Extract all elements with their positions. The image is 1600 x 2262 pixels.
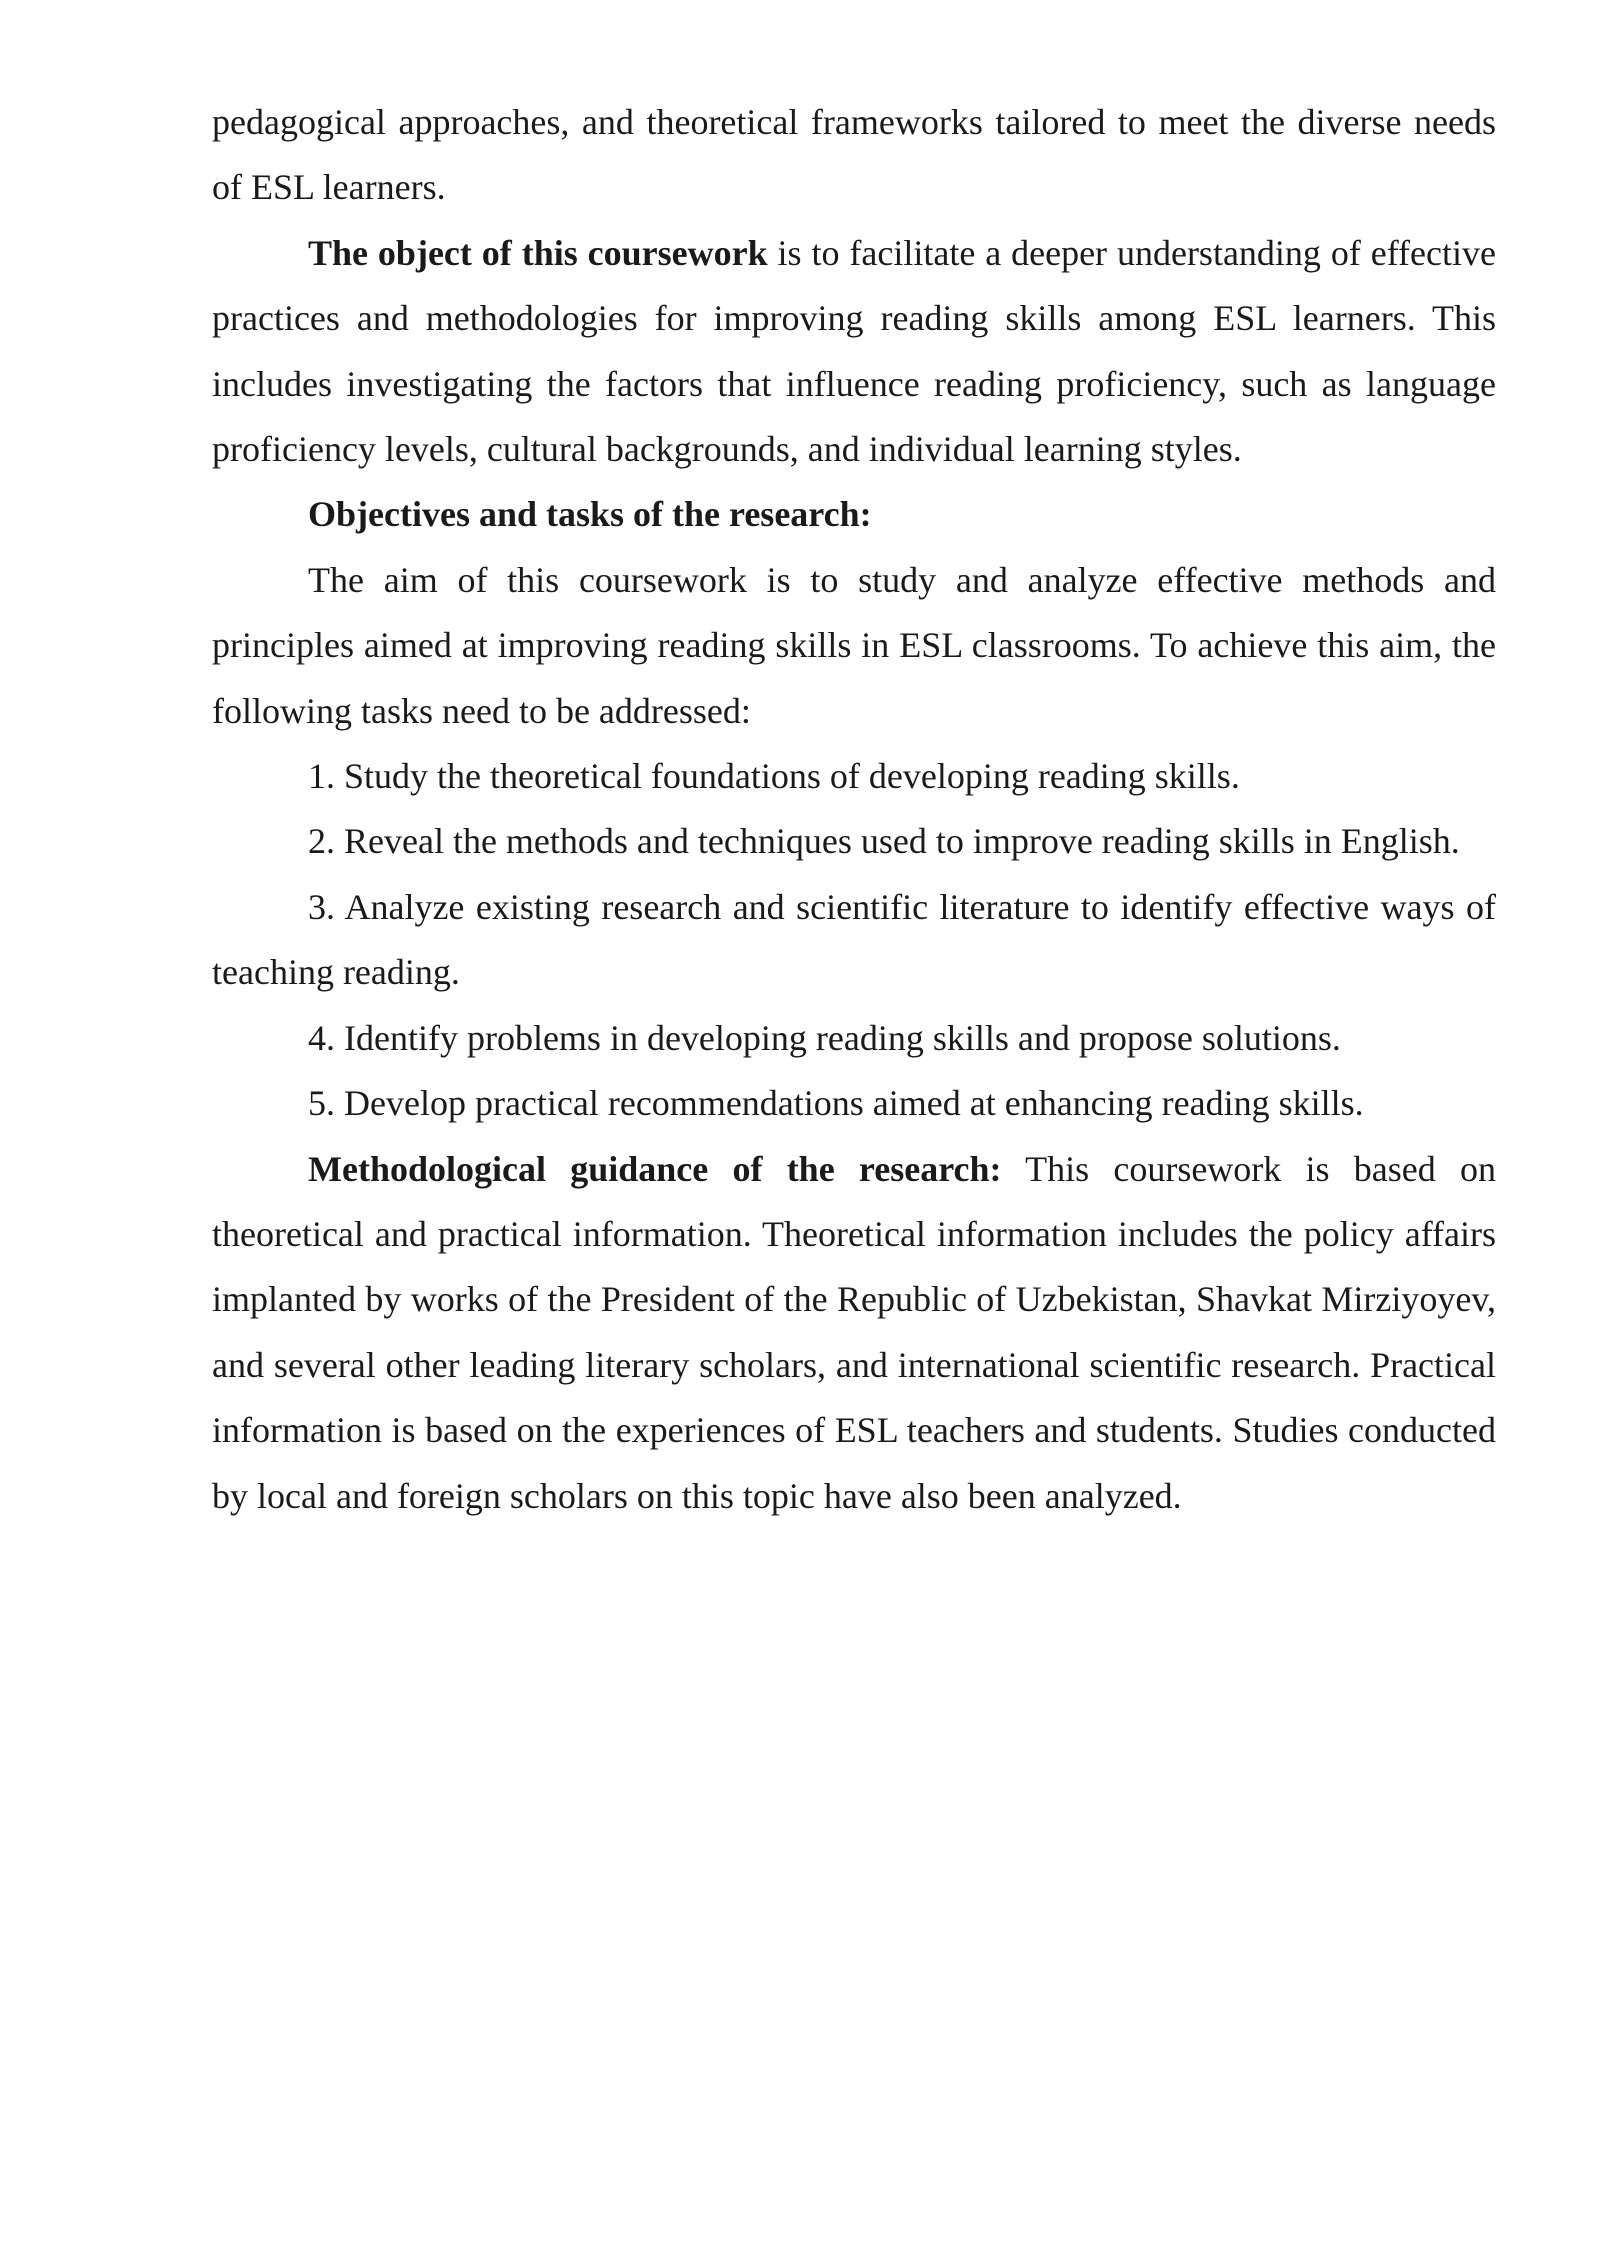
methodology-label: Methodological guidance of the research:	[308, 1148, 1002, 1189]
object-paragraph	[212, 221, 1496, 483]
aim-paragraph: The aim of this coursework is to study and analyze effective methods and principles aimed at improving reading skills in ESL classrooms. To achieve this aim, the following tasks need to be addressed:	[212, 559, 1496, 731]
objectives-heading-text: Objectives and tasks of the research:	[308, 494, 872, 535]
methodology-paragraph	[212, 1137, 1496, 1529]
task-item: 1. Study the theoretical foundations of developing reading skills.	[308, 756, 1240, 797]
task-item: 2. Reveal the methods and techniques used to improve reading skills in English.	[308, 821, 1460, 862]
intro-paragraph: pedagogical approaches, and theoretical frameworks tailored to meet the diverse needs of ESL learners.	[212, 102, 1496, 208]
task-item: 5. Develop practical recommendations aimed at enhancing reading skills.	[308, 1083, 1364, 1124]
object-label: The object of this coursework	[308, 232, 768, 273]
task-item: 4. Identify problems in developing reading skills and propose solutions.	[308, 1017, 1341, 1058]
objectives-heading	[212, 482, 1496, 547]
methodology-text: This coursework is based on theoretical and practical information. Theoretical information includes the policy affairs implanted by works of the President of the Republic of Uzbekistan, Shavkat Mirziyoyev, and several other leading literary scholars, and international scientific research. Practical information is based on the experiences of ESL teachers and students. Studies conducted by local and foreign scholars on this topic have also been analyzed.	[212, 1148, 1496, 1516]
task-item: 3. Analyze existing research and scientific literature to identify effective ways of teaching reading.	[212, 886, 1496, 993]
document-page	[212, 90, 1496, 1529]
object-text: is to facilitate a deeper understanding of effective practices and methodologies for improving reading skills among ESL learners. This includes investigating the factors that influence reading proficiency, such as language proficiency levels, cultural backgrounds, and individual learning styles.	[212, 232, 1496, 470]
